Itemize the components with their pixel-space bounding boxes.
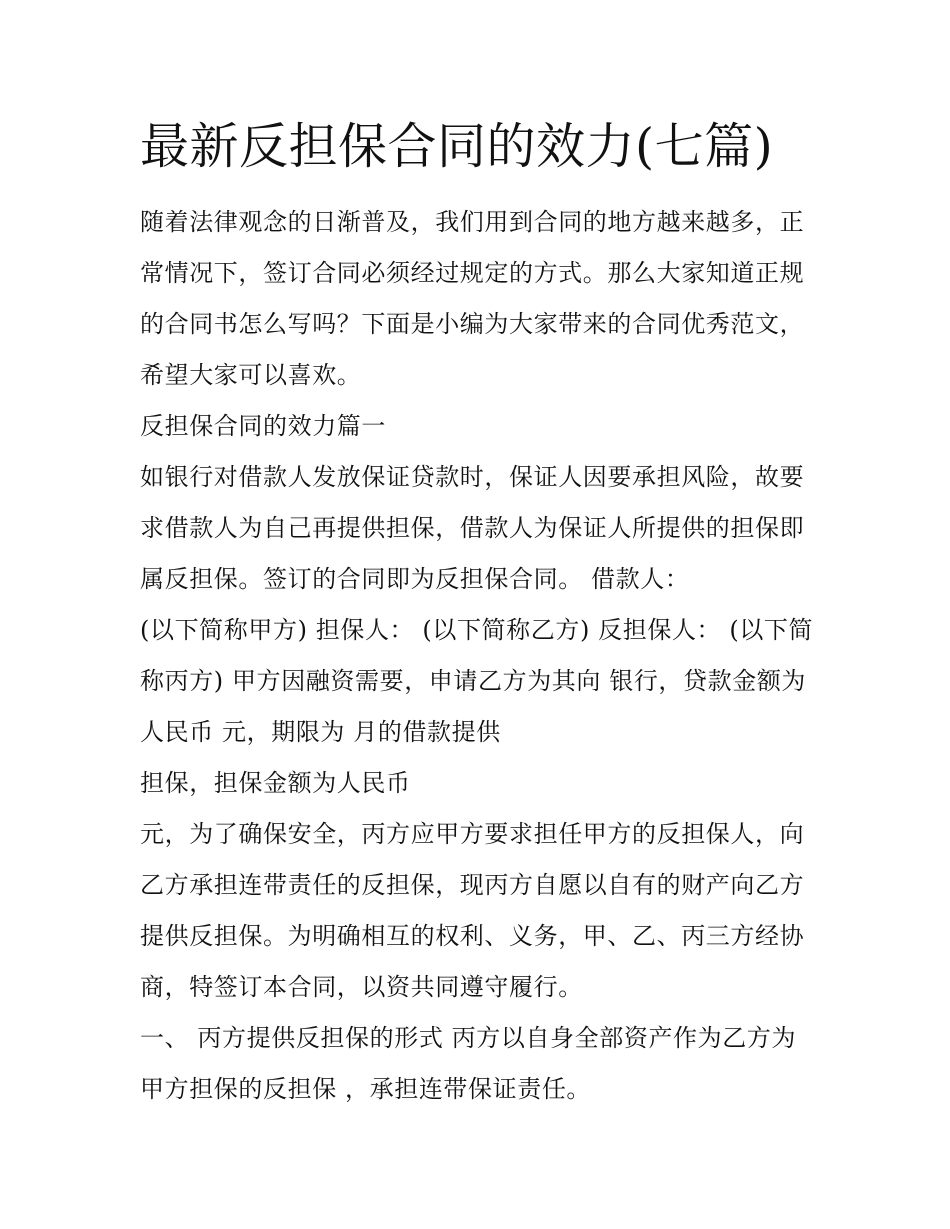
paragraph-line: 称丙方) 甲方因融资需要，申请乙方为其向 银行，贷款金额为: [140, 667, 807, 695]
paragraph-line: 随着法律观念的日渐普及，我们用到合同的地方越来越多，正: [140, 208, 805, 236]
paragraph-line: 如银行对借款人发放保证贷款时，保证人因要承担风险，故要: [140, 463, 805, 491]
paragraph-line: 甲方担保的反担保 ，承担连带保证责任。: [140, 1075, 592, 1103]
document-title: 最新反担保合同的效力(七篇): [140, 118, 774, 175]
paragraph-line: 担保，担保金额为人民币: [140, 769, 411, 797]
section-heading: 反担保合同的效力篇一: [140, 412, 386, 440]
paragraph-line: 提供反担保。为明确相互的权利、义务，甲、乙、丙三方经协: [140, 922, 805, 950]
paragraph-line: 求借款人为自己再提供担保，借款人为保证人所提供的担保即: [140, 514, 805, 542]
paragraph-line: 一、 丙方提供反担保的形式 丙方以自身全部资产作为乙方为: [140, 1024, 797, 1052]
paragraph-line: 属反担保。签订的合同即为反担保合同。 借款人：: [140, 565, 690, 593]
paragraph-line: 乙方承担连带责任的反担保，现丙方自愿以自有的财产向乙方: [140, 871, 805, 899]
paragraph-line: 元，为了确保安全，丙方应甲方要求担任甲方的反担保人，向: [140, 820, 805, 848]
paragraph-line: 的合同书怎么写吗？下面是小编为大家带来的合同优秀范文，: [140, 310, 805, 338]
paragraph-line: 希望大家可以喜欢。: [140, 361, 362, 389]
paragraph-line: 商，特签订本合同，以资共同遵守履行。: [140, 973, 583, 1001]
paragraph-line: 人民币 元，期限为 月的借款提供: [140, 718, 501, 746]
document-body: [140, 197, 830, 1115]
paragraph-line: 常情况下，签订合同必须经过规定的方式。那么大家知道正规: [140, 259, 805, 287]
paragraph-line: (以下简称甲方) 担保人： (以下简称乙方) 反担保人： (以下简: [140, 616, 814, 644]
